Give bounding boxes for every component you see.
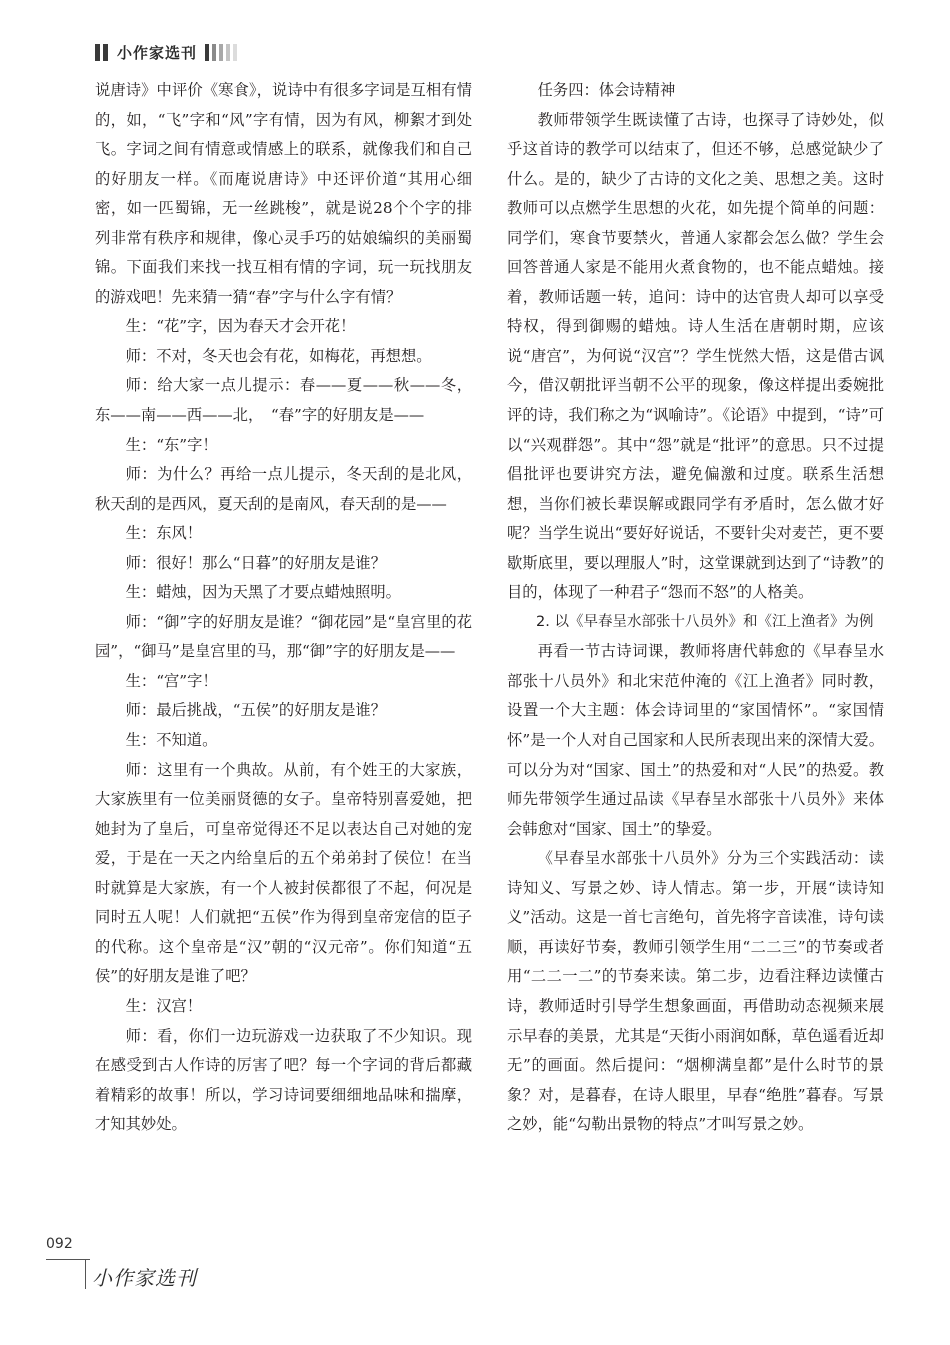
- footer-vertical-rule: [85, 1259, 86, 1289]
- paragraph: 师：看，你们一边玩游戏一边获取了不少知识。现在感受到古人作诗的厉害了吧？每一个字词的背后都藏着精彩的故事！所以，学习诗词要细细地品味和揣摩，才知其妙处。: [95, 1026, 472, 1134]
- paragraph: 生：“宫”字！: [125, 671, 218, 690]
- paragraph: 生：“东”字！: [125, 435, 218, 454]
- paragraph: 《早春呈水部张十八员外》分为三个实践活动：读诗知义、写景之妙、诗人情志。第一步，开展“读诗知义”活动。这是一首七言绝句，首先将字音读准，诗句读顺，再读好节奏，教师引领学生用“二二三”的节奏或者用“二二一二”的节奏来读。第二步，边看注释边读懂古诗，教师适时引导学生想象画面，再借助动态视频来展示早春的美景，尤其是“天街小雨润如酥，草色遥看近却无”的画面。然后提问：“烟柳满皇都”是什么时节的景象？对，是暮春，在诗人眼里，早春“绝胜”暮春。写景之妙，能“勾勒出景物的特点”才叫写景之妙。: [507, 849, 884, 1134]
- paragraph: 师：最后挑战，“五侯”的好朋友是谁？: [125, 701, 386, 720]
- paragraph: 师：为什么？再给一点儿提示，冬天刮的是北风，秋天刮的是西风，夏天刮的是南风，春天刮的是——: [95, 465, 472, 513]
- header-bar-icon: [103, 44, 108, 61]
- paragraph: 生：汉宫！: [125, 996, 203, 1015]
- paragraph: 师：“御”字的好朋友是谁？“御花园”是“皇宫里的花园”，“御马”是皇宫里的马，那“御”字的好朋友是——: [95, 612, 472, 661]
- header-bar-icon: [205, 44, 209, 61]
- paragraph: 生：蜡烛，因为天黑了才要点蜡烛照明。: [125, 583, 401, 602]
- paragraph: 师：给大家一点儿提示：春——夏——秋——冬，东——南——西——北， “春”字的好朋友是——: [95, 376, 472, 425]
- paragraph: 说唐诗》中评价《寒食》，说诗中有很多字词是互相有情的，如，“飞”字和“风”字有情，因为有风，柳絮才到处飞。字词之间有情意或情感上的联系，就像我们和自己的好朋友一样。《而庵说唐诗》中还评价道“其用心细密，如一匹蜀锦，无一丝跳梭”，就是说28个个字的排列非常有秩序和规律，像心灵手巧的姑娘编织的美丽蜀锦。下面我们来找一找互相有情的字词，玩一玩找朋友的游戏吧！先来猜一猜“春”字与什么字有情？: [95, 81, 472, 306]
- page-number: 092: [46, 1236, 73, 1252]
- paragraph: 再看一节古诗词课，教师将唐代韩愈的《早春呈水部张十八员外》和北宋范仲淹的《江上渔者》同时教，设置一个大主题：体会诗词里的“家国情怀”。“家国情怀”是一个人对自己国家和人民所表现出来的深情大爱。可以分为对“国家、国土”的热爱和对“人民”的热爱。教师先带领学生通过品读《早春呈水部张十八员外》来体会韩愈对“国家、国土”的挚爱。: [507, 642, 884, 838]
- header-bar-icon: [95, 44, 100, 61]
- magazine-title: 小作家选刊: [117, 43, 198, 62]
- left-text-column: [95, 76, 472, 1140]
- paragraph: 生：“花”字，因为春天才会开花！: [125, 317, 356, 336]
- header-gradient-bar-icon: [233, 44, 237, 61]
- paragraph: 教师带领学生既读懂了古诗，也探寻了诗妙处，似乎这首诗的教学可以结束了，但还不够，总感觉缺少了什么。是的，缺少了古诗的文化之美、思想之美。这时教师可以点燃学生思想的火花，如先提个简单的问题：同学们，寒食节要禁火，普通人家都会怎么做？学生会回答普通人家是不能用火煮食物的，也不能点蜡烛。接着，教师话题一转，追问：诗中的达官贵人却可以享受特权，得到御赐的蜡烛。诗人生活在唐朝时期，应该说“唐宫”，为何说“汉宫”？学生恍然大悟，这是借古讽今，借汉朝批评当朝不公平的现象，像这样提出委婉批评的诗，我们称之为“讽喻诗”。《论语》中提到，“诗”可以“兴观群怨”。其中“怨”就是“批评”的意思。只不过提倡批评也要讲究方法，避免偏激和过度。联系生活想想，当你们被长辈误解或跟同学有矛盾时，怎么做才好呢？当学生说出“要好好说话，不要针尖对麦芒，更不要歇斯底里，要以理服人”时，这堂课就到达到了“诗教”的目的，体现了一种君子“怨而不怒”的人格美。: [507, 110, 884, 602]
- footer-rule: [46, 1259, 90, 1260]
- paragraph: 师：这里有一个典故。从前，有个姓王的大家族，大家族里有一位美丽贤德的女子。皇帝特别喜爱她，把她封为了皇后，可皇帝觉得还不足以表达自己对她的宠爱，于是在一天之内给皇后的五个弟弟封了侯位！在当时就算是大家族，有一个人被封侯都很了不起，何况是同时五人呢！人们就把“五侯”作为得到皇帝宠信的臣子的代称。这个皇帝是“汉”朝的“汉元帝”。你们知道“五侯”的好朋友是谁了吧？: [95, 760, 472, 986]
- footer-logo: 小作家选刊: [92, 1266, 197, 1290]
- paragraph: 生：东风！: [125, 524, 203, 543]
- running-header: [95, 40, 240, 64]
- section-heading: 2. 以《早春呈水部张十八员外》和《江上渔者》为例: [536, 613, 874, 630]
- paragraph: 生：不知道。: [125, 731, 218, 750]
- paragraph: 任务四：体会诗精神: [537, 81, 676, 99]
- paragraph: 师：很好！那么“日暮”的好朋友是谁？: [125, 553, 386, 572]
- right-text-column: [507, 76, 884, 1140]
- header-gradient-bar-icon: [219, 44, 223, 61]
- header-gradient-bar-icon: [226, 44, 230, 61]
- header-gradient-bar-icon: [212, 44, 216, 61]
- paragraph: 师：不对，冬天也会有花，如梅花，再想想。: [125, 346, 432, 365]
